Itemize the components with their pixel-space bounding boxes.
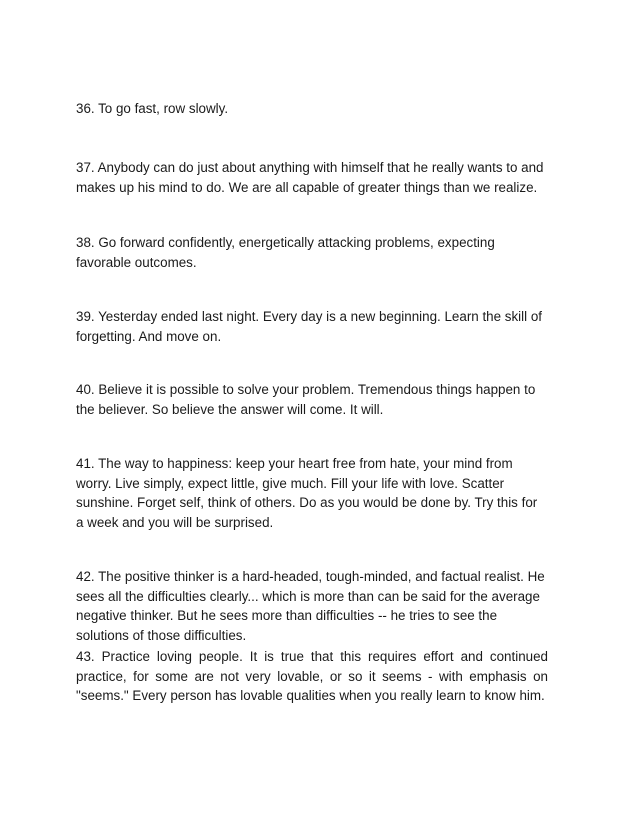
quote-41: 41. The way to happiness: keep your heart free from hate, your mind from worry. Live simply, expect little, give much. Fill your life with love. Scatter sunshine. Forget self, think of others. Do as you would be done by. Try this for a week and you will be surprised.	[76, 456, 538, 530]
quote-43: 43. Practice loving people. It is true that this requires effort and continued practice, for some are not very lovable, or so it seems - with emphasis on "seems." Every person has lovable qualities when you really learn to know him.	[76, 649, 548, 703]
quote-37: 37. Anybody can do just about anything with himself that he really wants to and makes up his mind to do. We are all capable of greater things than we realize.	[76, 160, 544, 195]
quote-39: 39. Yesterday ended last night. Every day is a new beginning. Learn the skill of forgetting. And move on.	[76, 309, 542, 344]
quote-40: 40. Believe it is possible to solve your problem. Tremendous things happen to the believer. So believe the answer will come. It will.	[76, 382, 536, 417]
quote-36: 36. To go fast, row slowly.	[76, 101, 229, 116]
quote-38: 38. Go forward confidently, energetically attacking problems, expecting favorable outcomes.	[76, 235, 495, 270]
quote-42: 42. The positive thinker is a hard-headed, tough-minded, and factual realist. He sees all the difficulties clearly... which is more than can be said for the average negative thinker. But he sees more than difficulties -- he tries to see the solutions of those difficulties.	[76, 569, 545, 643]
